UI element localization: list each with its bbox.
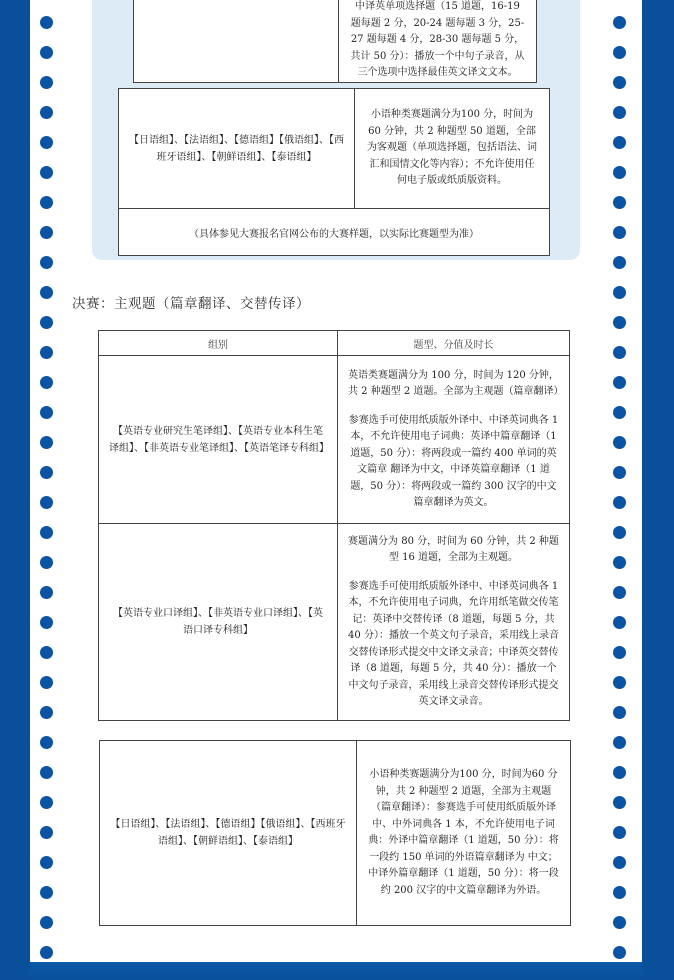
final-row-oral-desc [338,524,570,721]
binder-hole [613,436,626,449]
binder-hole [613,736,626,749]
binder-hole [613,616,626,629]
binder-hole [613,646,626,659]
binder-hole [40,856,53,869]
binder-hole [40,796,53,809]
binder-hole [613,346,626,359]
binder-hole [40,256,53,269]
binder-hole [40,646,53,659]
binder-hole [40,496,53,509]
binder-hole [40,946,53,959]
final-row-written-desc-1: 英语类赛题满分为 100 分，时间为 120 分钟，共 2 种题型 2 道题。全部为主观题（篇章翻译） [348,369,564,397]
final-header-type: 题型、分值及时长 [338,331,570,356]
binder-hole [613,76,626,89]
binder-hole [613,376,626,389]
binder-hole [40,226,53,239]
final-minor-group: 【日语组】、【法语组】、【德语组】【俄语组】、【西班牙语组】、【朝鲜语组】、【泰语组】 [100,741,357,926]
binder-hole [40,196,53,209]
binder-hole [40,586,53,599]
binder-hole [40,616,53,629]
binder-hole [613,526,626,539]
binder-hole [613,496,626,509]
binder-hole [40,16,53,29]
binder-hole [40,736,53,749]
binder-hole [40,826,53,839]
prelim-top-desc: 中译英单项选择题（15 道题，16-19 题每题 2 分，20-24 题每题 3 分，25-27 题每题 4 分，28-30 题每题 5 分，共计 50 分）：播放一个中句子录音，从三个选项中选择最佳英文译文文本。 [339,0,537,82]
final-table [98,330,570,721]
binder-hole [40,556,53,569]
binder-hole [613,106,626,119]
binder-hole [613,196,626,209]
binder-hole [40,766,53,779]
binder-hole [40,886,53,899]
binder-hole [613,166,626,179]
final-row-written-desc [338,356,570,524]
binder-holes-left [40,0,58,980]
binder-hole [613,316,626,329]
final-minor-desc: 小语种类赛题满分为100 分，时间为60 分钟，共 2 种题型 2 道题，全部为主观题（篇章翻译）：参赛选手可使用纸质版外译中、中外词典各 1 本，不允许使用电子词典：外译中篇章翻译（1 道题，50 分）：将一段约 150 单词的外语篇章翻译为 中文；中译外篇章翻译（1 道题，50 分）：将一段约 200 汉字的中文篇章翻译为外语。 [357,741,571,926]
binder-hole [613,856,626,869]
binder-hole [613,256,626,269]
binder-hole [613,286,626,299]
final-header-group: 组别 [99,331,338,356]
binder-hole [613,466,626,479]
binder-hole [613,916,626,929]
final-row-written-group: 【英语专业研究生笔译组】、【英语专业本科生笔译组】、【非英语专业笔译组】、【英语笔译专科组】 [99,356,338,524]
binder-hole [613,46,626,59]
binder-hole [40,136,53,149]
final-row-oral-desc-1: 赛题满分为 80 分，时间为 60 分钟，共 2 种题型 16 道题，全部为主观题。 [348,535,559,563]
binder-hole [613,796,626,809]
prelim-top-group-cell [134,0,339,82]
final-minor-table [99,740,571,926]
binder-hole [613,886,626,899]
binder-hole [40,46,53,59]
binder-hole [613,226,626,239]
binder-hole [40,436,53,449]
final-row-oral-group: 【英语专业口译组】、【非英语专业口译组】、【英语口译专科组】 [99,524,338,721]
binder-hole [40,346,53,359]
binder-hole [613,406,626,419]
final-row-oral-desc-2: 参赛选手可使用纸质版外译中、中译英词典各 1 本，不允许使用电子词典，允许用纸笔做交传笔记：英译中交替传译（8 道题，每题 5 分，共 40 分）：播放一个英文句子录音，采用线上录音交替传译形式提交中文译文录音；中译英交替传译（8 道题，每题 5 分，共 40 分）：播放一个中文句子录音，采用线上录音交替传译形式提交英文译文录音。 [348,580,559,707]
binder-hole [40,466,53,479]
final-row-written-desc-2: 参赛选手可使用纸质版外译中、中译英词典各 1 本，不允许使用电子词典：英译中篇章翻译（1 道题，50 分）：将两段或一篇约 400 单词的英文篇章 翻译为中文，中译英篇章翻译（1 道题，50 分）：将两段或一篇约 300 汉字的中文篇章翻译为英文。 [348,414,559,508]
prelim-minor-group: 【日语组】、【法语组】、【德语组】【俄语组】、【西班牙语组】、【朝鲜语组】、【泰语组】 [119,89,355,209]
prelim-note: （具体参见大赛报名官网公布的大赛样题，以实际比赛题型为准） [119,209,550,256]
binder-hole [40,316,53,329]
binder-hole [613,586,626,599]
final-round-title: 决赛：主观题（篇章翻译、交替传译） [72,296,310,312]
prelim-minor-desc: 小语种类赛题满分为100 分，时间为 60 分钟，共 2 种题型 50 道题，全部为客观题（单项选择题，包括语法、词汇和国情文化等内容）；不允许使用任何电子版或纸质版资料。 [355,89,550,209]
binder-hole [40,406,53,419]
binder-hole [40,706,53,719]
binder-hole [613,826,626,839]
binder-hole [613,16,626,29]
binder-hole [40,526,53,539]
bottom-band [30,962,642,980]
binder-hole [613,136,626,149]
binder-hole [613,766,626,779]
prelim-minor-table [118,88,550,256]
binder-holes-right [613,0,631,980]
binder-hole [40,916,53,929]
binder-hole [40,106,53,119]
binder-hole [613,556,626,569]
prelim-top-table [133,0,537,83]
binder-hole [40,286,53,299]
binder-hole [40,676,53,689]
binder-hole [40,76,53,89]
binder-hole [613,706,626,719]
binder-hole [40,376,53,389]
binder-hole [613,676,626,689]
binder-hole [613,946,626,959]
binder-hole [40,166,53,179]
